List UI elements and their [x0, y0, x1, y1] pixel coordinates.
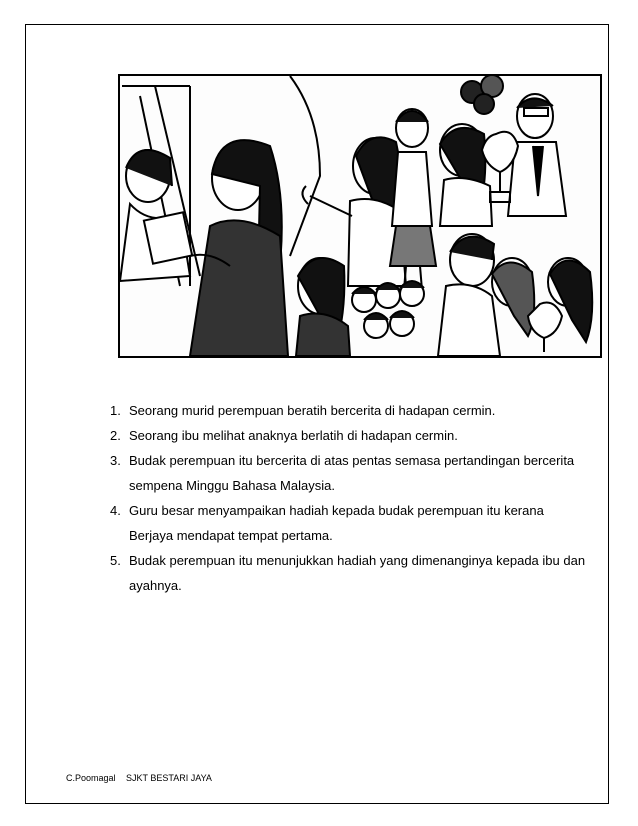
list-item — [110, 423, 590, 448]
footer-school: SJKT BESTARI JAYA — [126, 773, 212, 783]
list-item-text: Budak perempuan itu menunjukkan hadiah yang dimenanginya kepada ibu dan ayahnya. — [129, 553, 586, 593]
list-item — [110, 448, 590, 498]
footer-author: C.Poomagal — [66, 773, 116, 783]
story-illustration — [118, 74, 602, 358]
story-sequence-list — [110, 398, 590, 598]
panel-stage — [290, 76, 436, 290]
list-item-number: 3. — [110, 453, 121, 468]
list-item — [110, 548, 590, 598]
list-item-text: Guru besar menyampaikan hadiah kepada budak perempuan itu kerana Berjaya mendapat tempat pertama. — [129, 503, 544, 543]
list-item-number: 1. — [110, 403, 121, 418]
page-footer — [66, 773, 212, 783]
list-item — [110, 398, 590, 423]
list-item-text: Budak perempuan itu bercerita di atas pentas semasa pertandingan bercerita sempena Minggu Bahasa Malaysia. — [129, 453, 575, 493]
list-item-number: 2. — [110, 428, 121, 443]
list-item-text: Seorang murid perempuan beratih bercerita di hadapan cermin. — [129, 403, 496, 418]
panel-parents — [438, 234, 592, 356]
panel-mirror-practice — [120, 86, 288, 356]
list-item — [110, 498, 590, 548]
panel-prize — [440, 76, 566, 226]
list-item-number: 4. — [110, 503, 121, 518]
list-item-text: Seorang ibu melihat anaknya berlatih di hadapan cermin. — [129, 428, 458, 443]
list-item-number: 5. — [110, 553, 121, 568]
